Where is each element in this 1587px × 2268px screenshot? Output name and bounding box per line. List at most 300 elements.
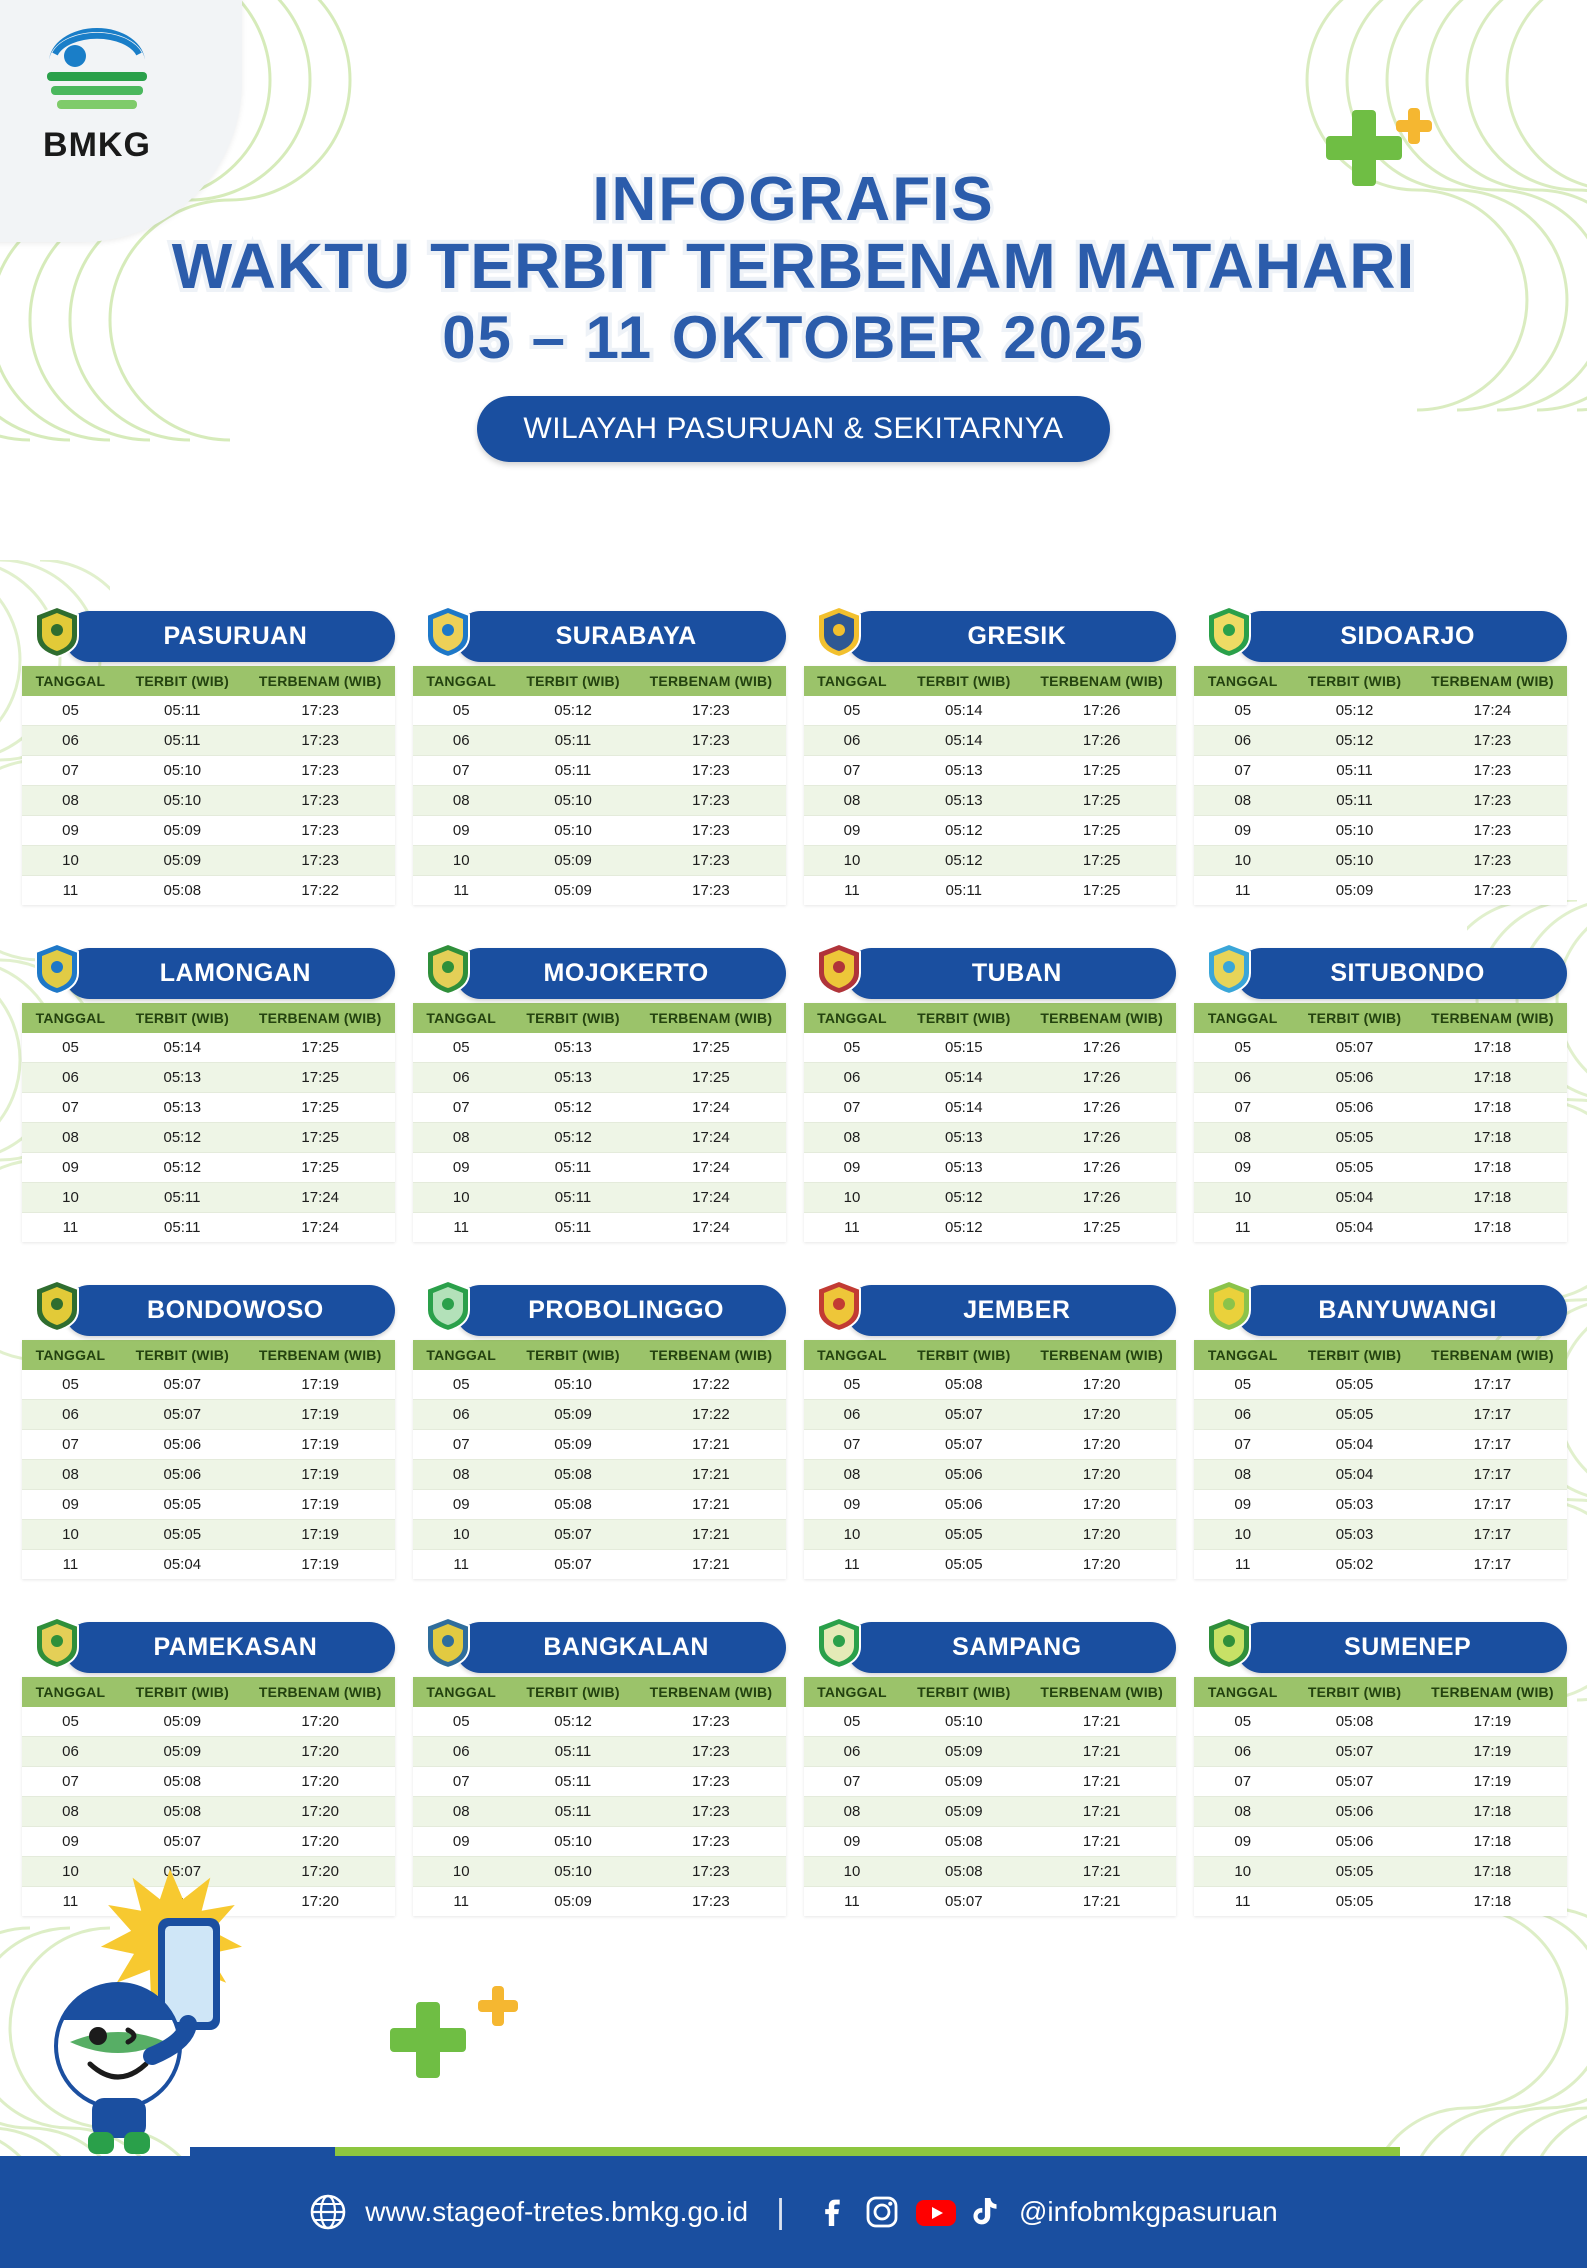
city-name-pill: SIDOARJO [1236,611,1567,662]
cell-sunset: 17:18 [1473,1893,1512,1910]
cell-sunset: 17:24 [636,1093,785,1123]
cell-date: 10 [1194,1857,1291,1887]
cell-date: 10 [22,1857,119,1887]
table-row [804,1430,1177,1460]
cell-sunset: 17:20 [1027,1430,1176,1460]
tiktok-icon[interactable] [963,2193,1001,2231]
table-row [804,1063,1177,1093]
cell-date: 10 [413,846,510,876]
table-header-row [1194,1677,1567,1707]
cell-sunrise: 05:15 [900,1033,1027,1063]
cell-sunrise: 05:05 [945,1556,983,1573]
column-header-sunset: TERBENAM (WIB) [1418,666,1567,696]
cell-date: 08 [804,1460,901,1490]
cell-sunrise: 05:08 [900,1370,1027,1400]
sun-times-table [1194,1340,1567,1579]
table-row [804,816,1177,846]
city-name-pill: PROBOLINGGO [455,1285,786,1336]
city-card-header [1194,1623,1567,1671]
table-row [804,1123,1177,1153]
table-header-row [804,1003,1177,1033]
cell-sunset: 17:26 [1027,1153,1176,1183]
cell-date: 09 [22,1153,119,1183]
cell-sunrise: 05:12 [1291,696,1418,726]
cell-date: 07 [22,756,119,786]
cell-sunset: 17:25 [246,1123,395,1153]
cell-sunrise: 05:11 [554,1219,592,1236]
table-row [22,1033,395,1063]
column-header-sunrise: TERBIT (WIB) [119,1677,246,1707]
table-row [413,1063,786,1093]
cell-date: 10 [1194,1520,1291,1550]
table-row [22,1550,395,1580]
table-row [413,1460,786,1490]
cell-date: 10 [413,1857,510,1887]
city-name-pill: LAMONGAN [64,948,395,999]
cell-sunset: 17:26 [1027,1093,1176,1123]
cell-sunset: 17:21 [636,1460,785,1490]
cell-sunset: 17:23 [1418,786,1567,816]
column-header-date: TANGGAL [804,1003,901,1033]
cell-sunset: 17:18 [1418,1153,1567,1183]
cell-sunset: 17:20 [1027,1400,1176,1430]
table-row [1194,1153,1567,1183]
cell-sunrise: 05:09 [554,882,592,899]
cell-sunrise: 05:10 [510,816,637,846]
table-row [413,1370,786,1400]
sun-times-table [1194,1677,1567,1916]
cell-date: 09 [1194,1490,1291,1520]
table-row [413,1183,786,1213]
table-row [22,1797,395,1827]
cell-sunrise: 05:12 [900,816,1027,846]
cell-sunrise: 05:04 [1335,1219,1374,1236]
cell-sunset: 17:24 [692,1219,730,1236]
cell-date: 08 [22,786,119,816]
cell-date: 10 [1194,1183,1291,1213]
cell-sunset: 17:24 [636,1183,785,1213]
cell-date: 08 [1194,786,1291,816]
cell-date: 05 [804,696,901,726]
decor-plus-green-bottom [390,2002,466,2078]
cell-sunset: 17:21 [1082,1893,1121,1910]
cell-date: 08 [413,786,510,816]
table-row [22,1183,395,1213]
table-row [413,696,786,726]
cell-date: 08 [413,1123,510,1153]
cell-sunrise: 05:11 [164,1219,201,1236]
table-header-row [413,1340,786,1370]
cell-sunset: 17:25 [246,1033,395,1063]
cell-date: 08 [1194,1123,1291,1153]
sun-times-table [1194,1003,1567,1242]
cell-sunset: 17:19 [1418,1737,1567,1767]
cell-date: 06 [22,1737,119,1767]
cell-date: 05 [22,1033,119,1063]
cell-sunrise: 05:10 [510,1827,637,1857]
cell-date: 11 [844,882,860,899]
cell-date: 08 [1194,1460,1291,1490]
cell-sunrise: 05:07 [1291,1737,1418,1767]
table-row [413,1797,786,1827]
column-header-sunset: TERBENAM (WIB) [1027,666,1176,696]
city-card-probolinggo [413,1286,786,1579]
cell-sunrise: 05:12 [510,1707,637,1737]
city-card-mojokerto [413,949,786,1242]
cell-sunset: 17:25 [1027,756,1176,786]
table-row [22,696,395,726]
cell-sunset: 17:26 [1027,1123,1176,1153]
city-card-header [1194,1286,1567,1334]
table-header-row [413,1677,786,1707]
city-card-sumenep [1194,1623,1567,1916]
cell-date: 06 [804,1063,901,1093]
column-header-date: TANGGAL [22,1340,119,1370]
table-row [22,1370,395,1400]
column-header-sunrise: TERBIT (WIB) [1291,666,1418,696]
city-card-header [413,612,786,660]
cell-sunset: 17:23 [246,726,395,756]
column-header-sunrise: TERBIT (WIB) [900,666,1027,696]
bmkg-logo-text: BMKG [43,126,151,164]
cell-sunset: 17:18 [1418,1857,1567,1887]
cell-sunrise: 05:09 [900,1767,1027,1797]
cell-sunset: 17:20 [246,1857,395,1887]
column-header-sunrise: TERBIT (WIB) [1291,1340,1418,1370]
cell-sunset: 17:18 [1418,1063,1567,1093]
cell-sunset: 17:24 [301,1219,339,1236]
cell-date: 11 [1234,1556,1251,1573]
city-name-pill: JEMBER [846,1285,1177,1336]
city-card-header [804,1623,1177,1671]
cell-date: 07 [413,1767,510,1797]
table-row [22,756,395,786]
cell-sunrise: 05:12 [1291,726,1418,756]
crest-probolinggo-icon [425,1280,471,1332]
cell-sunrise: 05:11 [1291,786,1418,816]
cell-date: 11 [62,1893,79,1910]
cell-sunrise: 05:05 [1291,1400,1418,1430]
table-row [804,1460,1177,1490]
cell-sunset: 17:24 [246,1183,395,1213]
cell-date: 08 [1194,1797,1291,1827]
cell-sunset: 17:25 [246,1093,395,1123]
cell-sunset: 17:25 [1082,1219,1121,1236]
table-row [1194,1827,1567,1857]
cell-date: 11 [453,882,469,899]
cell-sunset: 17:23 [246,756,395,786]
cell-sunset: 17:25 [636,1033,785,1063]
city-card-header [22,949,395,997]
table-row [413,1520,786,1550]
table-header-row [413,666,786,696]
city-card-header [413,1286,786,1334]
table-row [1194,876,1567,906]
column-header-date: TANGGAL [413,1340,510,1370]
cell-date: 07 [1194,1093,1291,1123]
column-header-sunset: TERBENAM (WIB) [1027,1003,1176,1033]
cell-sunrise: 05:08 [119,1767,246,1797]
table-row [22,1520,395,1550]
city-card-banyuwangi [1194,1286,1567,1579]
cell-sunset: 17:18 [1418,1797,1567,1827]
cell-date: 07 [1194,1430,1291,1460]
table-header-row [22,666,395,696]
cell-sunrise: 05:09 [554,1893,592,1910]
cell-sunset: 17:19 [301,1556,339,1573]
table-row [1194,1400,1567,1430]
cell-sunrise: 05:13 [900,786,1027,816]
table-row [804,756,1177,786]
cell-sunrise: 05:09 [119,1707,246,1737]
table-row [413,1430,786,1460]
cell-sunset: 17:21 [1027,1767,1176,1797]
cell-sunset: 17:23 [1418,816,1567,846]
cell-sunrise: 05:12 [510,1123,637,1153]
footer-website[interactable]: www.stageof-tretes.bmkg.go.id [365,2196,749,2227]
table-header-row [1194,1003,1567,1033]
cell-sunrise: 05:07 [945,1893,983,1910]
table-row [413,1033,786,1063]
title-line-2: WAKTU TERBIT TERBENAM MATAHARI [171,230,1416,303]
column-header-sunrise: TERBIT (WIB) [119,1003,246,1033]
sun-times-table [413,666,786,905]
city-card-tuban [804,949,1177,1242]
cell-date: 10 [804,846,901,876]
cell-sunset: 17:23 [1418,756,1567,786]
table-row [22,1123,395,1153]
cell-sunrise: 05:14 [119,1033,246,1063]
instagram-icon[interactable] [863,2193,901,2231]
cell-sunset: 17:21 [1027,1827,1176,1857]
city-card-header [804,949,1177,997]
cell-sunrise: 05:14 [900,1063,1027,1093]
cell-sunrise: 05:10 [119,756,246,786]
city-card-header [22,612,395,660]
footer-bar [0,2156,1587,2268]
cell-sunset: 17:19 [246,1460,395,1490]
table-row [22,846,395,876]
cell-date: 11 [453,1556,469,1573]
cell-date: 11 [62,1219,79,1236]
cell-date: 11 [1234,1219,1251,1236]
crest-mojokerto-icon [425,943,471,995]
cell-sunset: 17:17 [1418,1490,1567,1520]
cell-sunset: 17:24 [636,1123,785,1153]
table-row [413,1400,786,1430]
crest-banyuwangi-icon [1206,1280,1252,1332]
facebook-icon[interactable] [813,2193,851,2231]
cell-sunrise: 05:12 [119,1123,246,1153]
cell-date: 08 [804,1123,901,1153]
cell-sunset: 17:19 [246,1430,395,1460]
cell-sunrise: 05:05 [119,1520,246,1550]
table-row [1194,1213,1567,1243]
crest-jember-icon [816,1280,862,1332]
cell-date: 09 [1194,816,1291,846]
cell-sunrise: 05:13 [119,1063,246,1093]
cell-date: 07 [804,1430,901,1460]
table-row [413,726,786,756]
cell-date: 07 [22,1430,119,1460]
cell-sunset: 17:17 [1418,1520,1567,1550]
cell-sunrise: 05:06 [900,1490,1027,1520]
cell-sunset: 17:21 [636,1490,785,1520]
cell-sunset: 17:17 [1473,1556,1512,1573]
youtube-icon[interactable] [913,2193,951,2231]
cell-sunset: 17:21 [636,1520,785,1550]
cell-date: 10 [1194,846,1291,876]
table-header-row [804,666,1177,696]
column-header-sunrise: TERBIT (WIB) [1291,1677,1418,1707]
table-row [22,1460,395,1490]
cell-sunset: 17:23 [636,816,785,846]
cell-sunrise: 05:07 [900,1400,1027,1430]
cell-sunset: 17:20 [246,1737,395,1767]
table-row [22,1430,395,1460]
cell-date: 08 [804,786,901,816]
cell-date: 10 [22,1183,119,1213]
cell-date: 06 [22,726,119,756]
cell-sunrise: 05:06 [119,1430,246,1460]
city-card-header [1194,612,1567,660]
cell-sunset: 17:25 [1082,882,1121,899]
cell-sunrise: 05:13 [900,756,1027,786]
column-header-sunset: TERBENAM (WIB) [1027,1677,1176,1707]
table-row [22,1093,395,1123]
crest-surabaya-icon [425,606,471,658]
city-card-bondowoso [22,1286,395,1579]
column-header-date: TANGGAL [413,1677,510,1707]
cell-sunrise: 05:14 [900,696,1027,726]
footer-handle[interactable]: @infobmkgpasuruan [1018,2196,1278,2227]
column-header-date: TANGGAL [22,1677,119,1707]
table-row [22,1827,395,1857]
cell-sunset: 17:22 [301,882,339,899]
globe-icon [309,2193,347,2231]
cell-sunrise: 05:10 [1291,846,1418,876]
cell-sunrise: 05:08 [900,1827,1027,1857]
city-card-header [413,1623,786,1671]
cell-date: 07 [413,1093,510,1123]
city-card-header [22,1623,395,1671]
cell-sunrise: 05:07 [554,1556,592,1573]
cell-date: 05 [413,1370,510,1400]
cell-date: 07 [804,1767,901,1797]
cell-date: 11 [1234,1893,1251,1910]
cell-sunrise: 05:09 [119,816,246,846]
cell-sunrise: 05:13 [119,1093,246,1123]
table-header-row [1194,666,1567,696]
cell-date: 05 [1194,1370,1291,1400]
table-row [413,1213,786,1243]
cell-sunset: 17:26 [1027,726,1176,756]
cell-sunset: 17:23 [636,1827,785,1857]
column-header-date: TANGGAL [22,1003,119,1033]
city-card-jember [804,1286,1177,1579]
cell-sunrise: 05:12 [945,1219,983,1236]
cell-date: 11 [844,1893,860,1910]
cell-sunset: 17:21 [1027,1857,1176,1887]
cell-sunrise: 05:11 [510,756,637,786]
cell-sunset: 17:19 [246,1400,395,1430]
table-row [1194,1370,1567,1400]
sun-times-table [22,666,395,905]
cell-sunset: 17:18 [1418,1093,1567,1123]
cell-sunset: 17:23 [692,1893,730,1910]
table-header-row [804,1340,1177,1370]
cell-sunrise: 05:11 [1291,756,1418,786]
cell-sunset: 17:18 [1418,1827,1567,1857]
table-row [413,846,786,876]
cell-date: 09 [804,1153,901,1183]
cell-sunrise: 05:13 [900,1153,1027,1183]
cell-sunrise: 05:12 [510,696,637,726]
cell-date: 09 [413,1827,510,1857]
column-header-sunset: TERBENAM (WIB) [636,666,785,696]
cell-date: 05 [413,1033,510,1063]
column-header-sunset: TERBENAM (WIB) [246,1677,395,1707]
cell-sunset: 17:23 [246,786,395,816]
cell-sunrise: 05:10 [900,1707,1027,1737]
crest-sampang-icon [816,1617,862,1669]
table-row [804,726,1177,756]
cell-sunset: 17:23 [636,846,785,876]
table-row [804,1767,1177,1797]
cell-sunrise: 05:12 [900,846,1027,876]
cell-date: 11 [453,1893,469,1910]
table-row [804,1887,1177,1917]
cell-date: 11 [62,882,79,899]
cell-sunrise: 05:08 [1291,1707,1418,1737]
cell-sunrise: 05:12 [510,1093,637,1123]
title-line-1: INFOGRAFIS [592,165,995,234]
cell-date: 11 [844,1556,860,1573]
cell-sunset: 17:25 [636,1063,785,1093]
cell-sunrise: 05:11 [510,1153,637,1183]
table-row [1194,726,1567,756]
cell-sunset: 17:23 [636,1767,785,1797]
cell-sunset: 17:23 [636,1707,785,1737]
column-header-sunrise: TERBIT (WIB) [1291,1003,1418,1033]
mascot-illustration [40,1860,340,2160]
cell-date: 09 [1194,1827,1291,1857]
sun-times-table [22,1340,395,1579]
table-row [1194,1707,1567,1737]
city-name-pill: SUMENEP [1236,1622,1567,1673]
cell-sunrise: 05:10 [119,786,246,816]
cell-date: 06 [1194,1400,1291,1430]
table-header-row [22,1677,395,1707]
cell-sunset: 17:18 [1418,1033,1567,1063]
table-row [804,696,1177,726]
cell-sunrise: 05:07 [1291,1033,1418,1063]
sun-times-table [22,1003,395,1242]
cell-date: 06 [804,1400,901,1430]
cell-date: 09 [804,1827,901,1857]
city-name-pill: SITUBONDO [1236,948,1567,999]
cell-sunset: 17:25 [1027,816,1176,846]
cell-date: 06 [1194,1737,1291,1767]
crest-bangkalan-icon [425,1617,471,1669]
cell-sunrise: 05:04 [1291,1183,1418,1213]
cell-sunset: 17:23 [692,882,730,899]
sun-times-table [413,1340,786,1579]
table-row [804,846,1177,876]
table-row [1194,1123,1567,1153]
cell-sunrise: 05:06 [119,1460,246,1490]
cell-sunset: 17:21 [1027,1737,1176,1767]
